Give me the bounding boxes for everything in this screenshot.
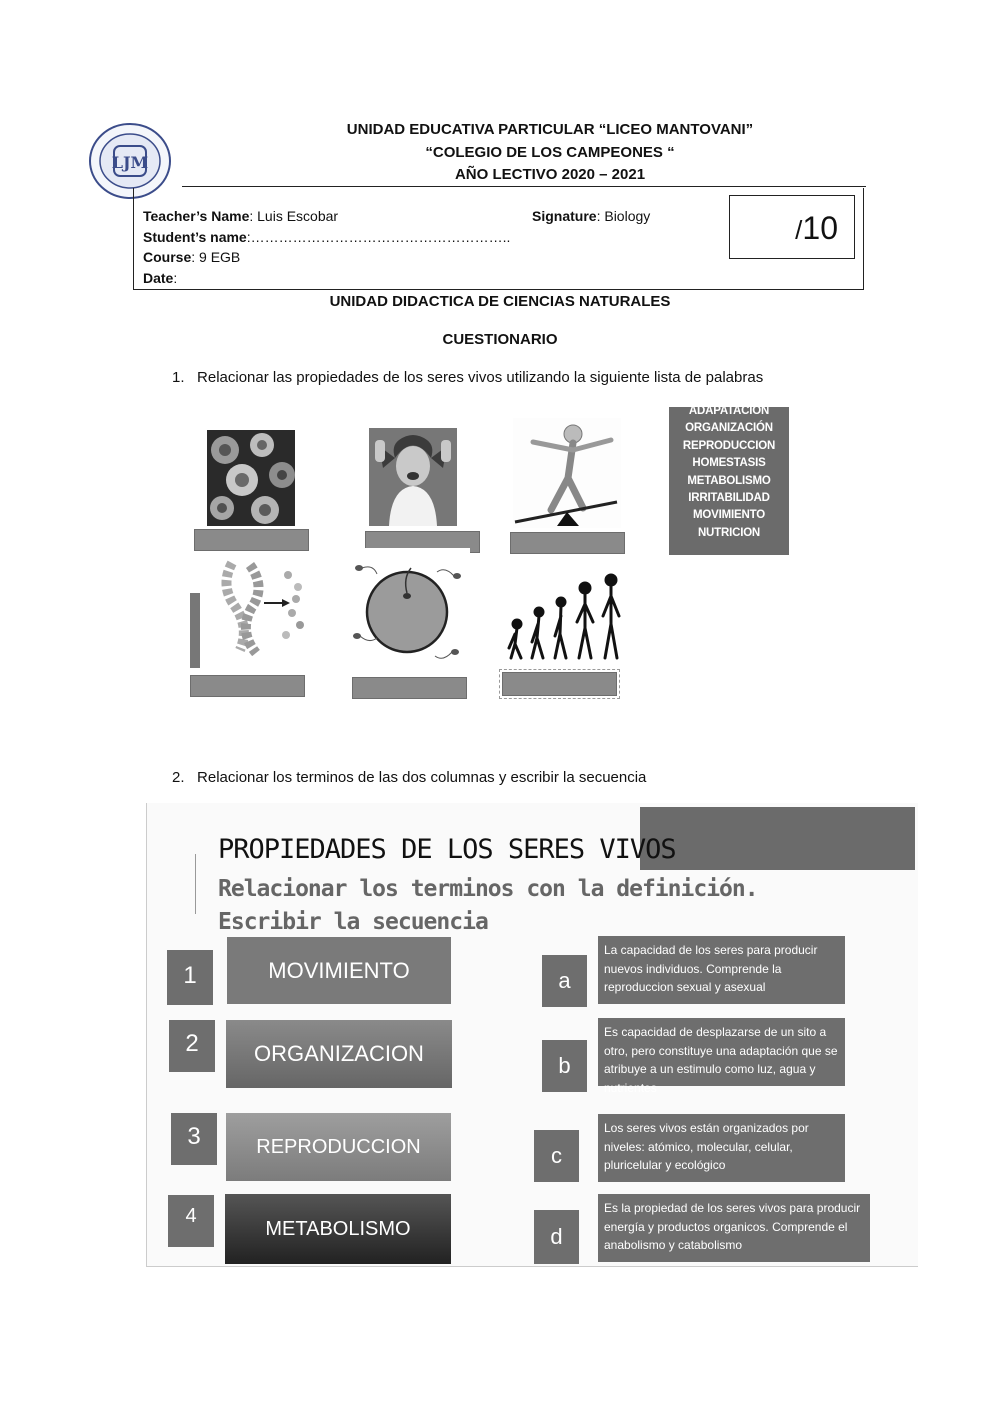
slide-subtitle: Relacionar los terminos con la definición. Escribir la secuencia [218, 876, 758, 935]
fertilization-image [345, 548, 470, 672]
term-number-4: 4 [168, 1195, 214, 1247]
bacteria-image [190, 555, 308, 670]
answer-bar-4[interactable] [190, 675, 305, 697]
term-number-1: 1 [167, 950, 213, 1005]
upset-girl-image [369, 428, 457, 526]
score-box[interactable]: /10 [729, 195, 855, 259]
term-reproduccion[interactable]: REPRODUCCION [226, 1113, 451, 1181]
word-item: REPRODUCCION [682, 439, 776, 452]
course-line: Course: 9 EGB [143, 249, 241, 265]
definition-letter-b: b [542, 1040, 587, 1092]
word-item: NUTRICION [697, 526, 761, 539]
answer-bar-3[interactable] [510, 532, 625, 554]
word-item: ADAPATACION [688, 405, 770, 417]
school-year: AÑO LECTIVO 2020 – 2021 [454, 166, 646, 183]
word-item: MOVIMIENTO [693, 509, 765, 522]
word-item: METABOLISMO [687, 474, 771, 487]
word-item: ORGANIZACIÓN [685, 422, 773, 435]
score-total: 10 [802, 210, 838, 246]
term-metabolismo[interactable]: METABOLISMO [225, 1194, 451, 1264]
evolution-image [505, 566, 629, 666]
header-rule [182, 186, 866, 187]
unit-title: UNIDAD DIDACTICA DE CIENCIAS NATURALES [329, 293, 671, 310]
date-line[interactable]: Date: [143, 270, 178, 286]
teacher-name-line: Teacher’s Name: Luis Escobar [143, 208, 339, 224]
definition-letter-c: c [534, 1130, 579, 1182]
college-name: “COLEGIO DE LOS CAMPEONES “ [425, 144, 675, 161]
student-name-line[interactable]: Student’s name:……………………………………………….. [143, 229, 511, 245]
slide-title: PROPIEDADES DE LOS SERES VIVOS [218, 834, 676, 865]
answer-bar-1[interactable] [194, 529, 309, 551]
definition-a: La capacidad de los seres para producir nuevos individuos. Comprende la reproduccion sexual y asexual [598, 936, 845, 1004]
school-name: UNIDAD EDUCATIVA PARTICULAR “LICEO MANTOVANI” [346, 121, 754, 138]
definition-letter-d: d [534, 1210, 579, 1264]
question-2: 2. Relacionar los terminos de las dos columnas y escribir la secuencia [172, 769, 647, 786]
answer-bar-5[interactable] [352, 677, 467, 699]
word-list-box [669, 407, 789, 555]
signature-line: Signature: Biology [532, 208, 651, 224]
svg-text:LJM: LJM [111, 153, 149, 172]
definition-letter-a: a [542, 955, 587, 1007]
answer-bar-6[interactable] [502, 672, 617, 696]
term-number-3: 3 [171, 1113, 217, 1165]
quiz-title: CUESTIONARIO [442, 331, 558, 348]
term-movimiento[interactable]: MOVIMIENTO [227, 937, 451, 1004]
definition-d: Es la propiedad de los seres vivos para producir energía y productos organicos. Comprende el anabolismo y catabolismo [598, 1194, 870, 1262]
cells-image [207, 430, 295, 526]
definition-c: Los seres vivos están organizados por niveles: atómico, molecular, celular, pluricelular y ecológico [598, 1114, 845, 1182]
word-item: IRRITABILIDAD [688, 492, 770, 505]
term-number-2: 2 [169, 1020, 215, 1072]
question-1: 1. Relacionar las propiedades de los seres vivos utilizando la siguiente lista de palabras [172, 369, 764, 386]
word-item: HOMESTASIS [692, 457, 766, 470]
term-organizacion[interactable]: ORGANIZACION [226, 1020, 452, 1088]
slide-divider [195, 854, 196, 914]
answer-sequence-box[interactable] [640, 807, 915, 870]
definition-b: Es capacidad de desplazarse de un sito a otro, pero constituye una adaptación que se atribuye a un estimulo como luz, agua y nutrientes [598, 1018, 845, 1086]
balance-figure-image [513, 418, 621, 528]
